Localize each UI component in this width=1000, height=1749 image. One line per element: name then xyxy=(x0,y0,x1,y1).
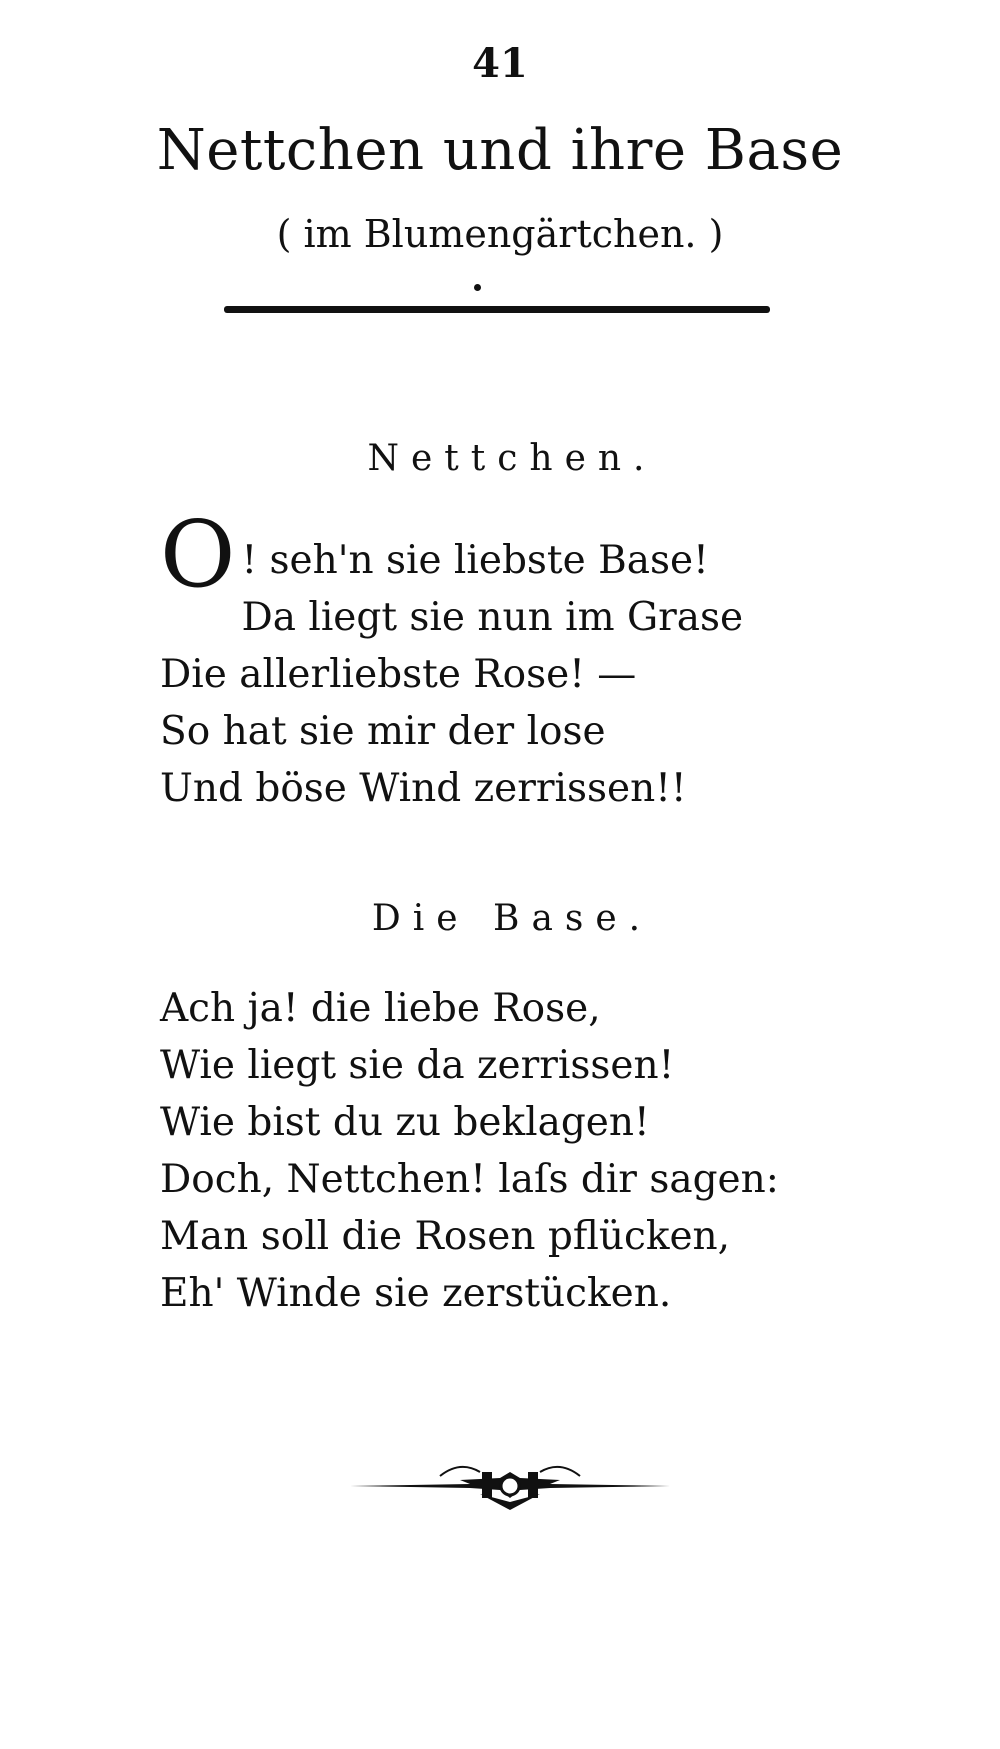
speaker-heading-nettchen: Nettchen. xyxy=(367,438,657,479)
title-divider-rule xyxy=(224,306,770,313)
verse-line: Ach ja! die liebe Rose, xyxy=(160,986,601,1031)
verse-line: Eh' Winde sie zerstücken. xyxy=(160,1271,672,1316)
verse-line: Doch, Nettchen! laſs dir sagen: xyxy=(160,1157,779,1202)
verse-line: Und böse Wind zerrissen!! xyxy=(160,766,687,811)
page-subtitle: ( im Blumengärtchen. ) xyxy=(276,212,724,256)
verse-line-text: ! seh'n sie liebste Base! xyxy=(241,538,709,583)
verse-line: Da liegt sie nun im Grase xyxy=(241,595,744,640)
verse-line: Man soll die Rosen pflücken, xyxy=(160,1214,731,1259)
page-title: Nettchen und ihre Base xyxy=(156,118,844,183)
verse-line: So hat sie mir der lose xyxy=(160,709,606,754)
verse-line xyxy=(160,501,709,608)
verse-line: Wie liegt sie da zerrissen! xyxy=(160,1043,675,1088)
verse-line: Wie bist du zu beklagen! xyxy=(160,1100,650,1145)
page-number: 41 xyxy=(472,40,528,87)
printer-ornament-icon xyxy=(350,1450,670,1520)
stanza-nettchen xyxy=(160,501,744,817)
speaker-heading-base: Die Base. xyxy=(371,898,653,939)
verse-line: Die allerliebste Rose! — xyxy=(160,652,637,697)
drop-cap: O xyxy=(160,501,236,608)
stanza-base xyxy=(160,980,779,1322)
